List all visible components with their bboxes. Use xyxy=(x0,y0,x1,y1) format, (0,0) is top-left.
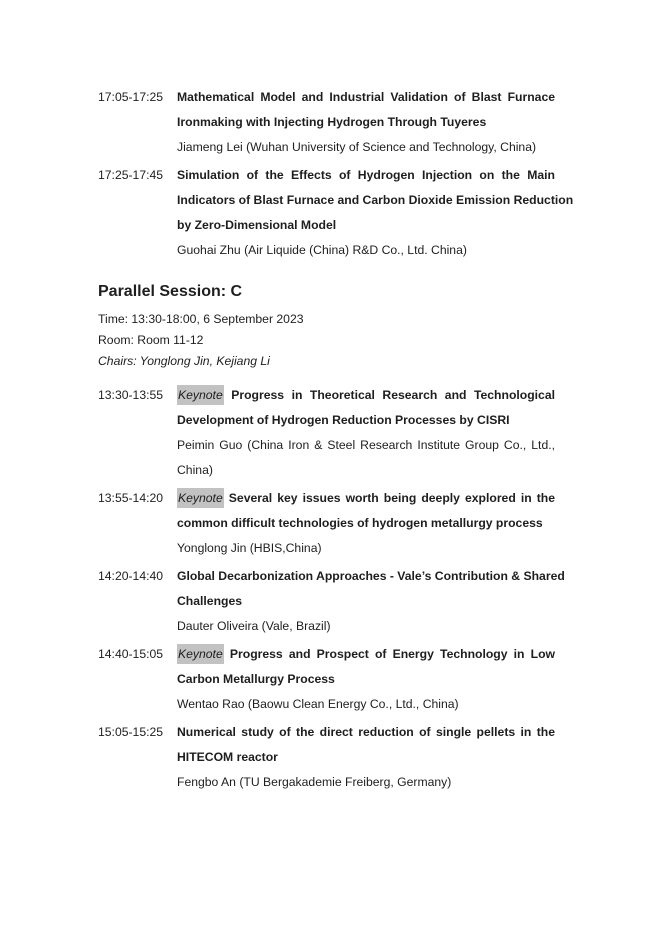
session-title-line: HITECOM reactor xyxy=(177,750,278,764)
session-entry-body xyxy=(177,564,565,639)
schedule-entry xyxy=(98,642,556,717)
session-entry-body xyxy=(177,85,555,160)
session-title-line: Mathematical Model and Industrial Validation of Blast Furnace xyxy=(177,90,555,104)
session-title-text: Progress and Prospect of Energy Technology in Low xyxy=(229,647,555,661)
session-title-line xyxy=(177,486,555,511)
session-speaker-line: Jiameng Lei (Wuhan University of Science and Technology, China) xyxy=(177,140,537,154)
session-title-line: by Zero-Dimensional Model xyxy=(177,218,337,232)
session-entry-body xyxy=(177,383,555,483)
session-title-line: Carbon Metallurgy Process xyxy=(177,672,335,686)
session-speaker-line: Yonglong Jin (HBIS,China) xyxy=(177,541,322,555)
keynote-badge: Keynote xyxy=(177,644,224,664)
session-speaker-line: China) xyxy=(177,463,213,477)
session-entry-body xyxy=(177,642,555,717)
session-time: 17:25-17:45 xyxy=(98,168,164,182)
section-heading: Parallel Session: C xyxy=(98,283,243,300)
session-time: 15:05-15:25 xyxy=(98,725,164,739)
session-time: 13:55-14:20 xyxy=(98,491,164,505)
session-time: 13:30-13:55 xyxy=(98,388,164,402)
session-title-line: Challenges xyxy=(177,594,243,608)
session-title-line: Ironmaking with Injecting Hydrogen Through Tuyeres xyxy=(177,115,487,129)
schedule-entry xyxy=(98,383,556,483)
section-c-entries xyxy=(98,383,565,795)
session-speaker-line: Fengbo An (TU Bergakademie Freiberg, Germany) xyxy=(177,775,452,789)
session-entry-body xyxy=(177,486,555,561)
session-title-line xyxy=(177,642,555,667)
session-speaker-line: Wentao Rao (Baowu Clean Energy Co., Ltd., China) xyxy=(177,697,459,711)
session-title-line: Global Decarbonization Approaches - Vale’s Contribution & Shared xyxy=(177,569,565,583)
session-time: 14:20-14:40 xyxy=(98,569,164,583)
session-title-line: Indicators of Blast Furnace and Carbon Dioxide Emission Reduction xyxy=(177,193,574,207)
session-title-line: Simulation of the Effects of Hydrogen Injection on the Main xyxy=(177,168,555,182)
session-time: 14:40-15:05 xyxy=(98,647,164,661)
session-speaker-line: Dauter Oliveira (Vale, Brazil) xyxy=(177,619,331,633)
session-entry-body xyxy=(177,720,555,795)
session-speaker-line: Guohai Zhu (Air Liquide (China) R&D Co., Ltd. China) xyxy=(177,243,467,257)
program-content xyxy=(98,85,574,798)
session-time: 17:05-17:25 xyxy=(98,90,164,104)
session-speaker-line: Peimin Guo (China Iron & Steel Research Institute Group Co., Ltd., xyxy=(177,438,555,452)
section-meta xyxy=(98,309,556,372)
session-entry-body xyxy=(177,163,574,263)
section-chairs: Chairs: Yonglong Jin, Kejiang Li xyxy=(98,354,270,368)
session-title-line: Numerical study of the direct reduction of single pellets in the xyxy=(177,725,555,739)
keynote-badge: Keynote xyxy=(177,488,224,508)
section-room: Room: Room 11-12 xyxy=(98,333,204,347)
schedule-entry xyxy=(98,564,565,639)
pre-section-entries xyxy=(98,85,574,263)
session-title-line: common difficult technologies of hydrogen metallurgy process xyxy=(177,516,543,530)
schedule-entry xyxy=(98,486,556,561)
schedule-entry xyxy=(98,720,556,795)
keynote-badge: Keynote xyxy=(177,385,224,405)
schedule-entry xyxy=(98,163,574,263)
session-title-text: Several key issues worth being deeply explored in the xyxy=(228,491,555,505)
session-title-line: Development of Hydrogen Reduction Processes by CISRI xyxy=(177,413,510,427)
session-title-text: Progress in Theoretical Research and Technological xyxy=(231,388,555,402)
schedule-entry xyxy=(98,85,556,160)
section-time: Time: 13:30-18:00, 6 September 2023 xyxy=(98,312,304,326)
session-title-line xyxy=(177,383,555,408)
